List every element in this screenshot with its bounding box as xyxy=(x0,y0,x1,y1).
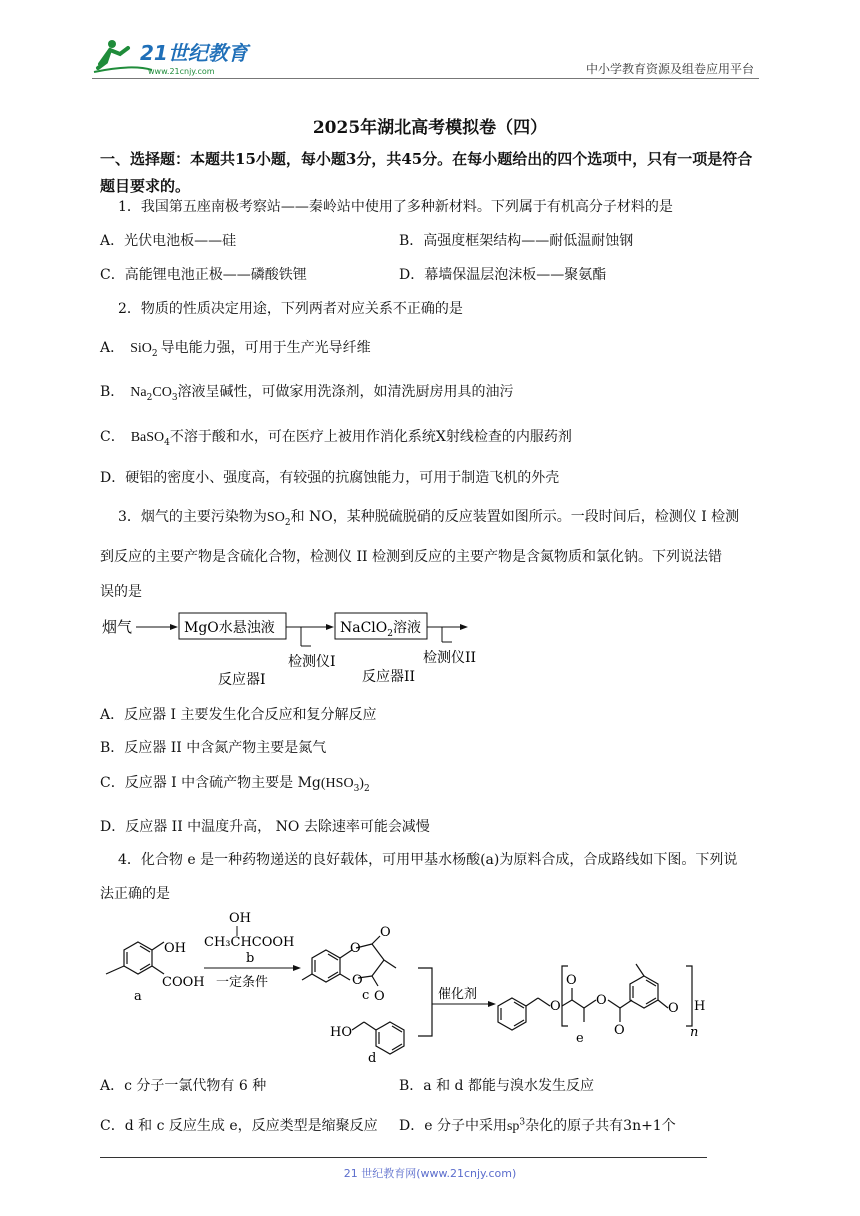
q1-option-d: D．幕墙保温层泡沫板——聚氨酯 xyxy=(399,267,607,283)
reagent-b-formula: CH₃CHCOOH xyxy=(204,935,295,950)
q3-reactor-diagram xyxy=(96,606,496,692)
q3-stem-a: 3．烟气的主要污染物为 xyxy=(118,509,267,525)
q3-option-a: A．反应器 I 主要发生化合反应和复分解反应 xyxy=(100,707,377,723)
reagent-b-label: b xyxy=(246,951,255,966)
q2-b-text: 溶液呈碱性，可做家用洗涤剂，如清洗厨房用具的油污 xyxy=(177,384,514,400)
q2-c-prefix: C． xyxy=(100,429,125,445)
q2-a-sub: 2 xyxy=(151,348,158,359)
footer-divider xyxy=(100,1157,707,1158)
q1-stem: 1．我国第五座南极考察站——秦岭站中使用了多种新材料。下列属于有机高分子材料的是 xyxy=(118,199,673,215)
compound-a-cooh: COOH xyxy=(162,975,205,990)
site-logo xyxy=(92,34,262,78)
reactor1-label: MgO水悬浊液 xyxy=(184,620,275,636)
compound-d-structure xyxy=(352,1022,404,1054)
reactor2-caption: 反应器II xyxy=(362,669,416,685)
compound-c-o2: O xyxy=(380,925,391,940)
compound-c-o4: O xyxy=(374,989,385,1004)
header-divider xyxy=(92,78,759,79)
exam-title: 2025年湖北高考模拟卷（四） xyxy=(312,118,548,138)
q4-option-d xyxy=(399,1115,676,1135)
detector2-label: 检测仪II xyxy=(423,650,477,666)
q3-stem-line3: 误的是 xyxy=(100,584,142,600)
compound-e-o1: O xyxy=(550,999,561,1014)
q3-option-d: D．反应器 II 中温度升高， NO 去除速率可能会减慢 xyxy=(100,819,430,835)
reactor1-caption: 反应器I xyxy=(218,672,266,688)
compound-e-o2: O xyxy=(566,973,577,988)
q4-d-text: D．e 分子中采用 xyxy=(399,1118,507,1134)
q1-option-a: A．光伏电池板——硅 xyxy=(100,233,237,249)
q4-option-b: B．a 和 d 都能与溴水发生反应 xyxy=(399,1078,594,1094)
compound-c-label: c xyxy=(362,988,370,1003)
compound-e-n: n xyxy=(690,1025,699,1040)
q4-option-a: A．c 分子一氯代物有 6 种 xyxy=(100,1078,267,1094)
q3-c-sub3: 3 xyxy=(353,783,360,794)
q2-option-b xyxy=(100,381,514,403)
section-heading: 一、选择题：本题共15小题，每小题3分，共45分。在每小题给出的四个选项中，只有一项是符合题目要求的。 xyxy=(100,150,753,195)
q2-b-sub2: 3 xyxy=(171,392,178,403)
reactor2-sub: 2 xyxy=(387,629,393,639)
q3-option-c xyxy=(100,772,370,794)
q2-option-a xyxy=(100,337,371,359)
compound-a-structure xyxy=(106,942,164,974)
header-platform-text: 中小学教育资源及组卷应用平台 xyxy=(585,62,754,76)
q2-a-text: 导电能力强，可用于生产光导纤维 xyxy=(160,340,371,356)
q4-stem-line1: 4．化合物 e 是一种药物递送的良好载体，可用甲基水杨酸(a)为原料合成，合成路线如下图。下列说 xyxy=(118,852,738,868)
q2-b-chem2: CO xyxy=(152,385,172,400)
q3-stem-line2: 到反应的主要产物是含硫化合物，检测仪 II 检测到反应的主要产物是含氮物质和氯化钠。下列说法错 xyxy=(100,549,722,565)
q3-so2-sub: 2 xyxy=(284,517,291,528)
compound-d-ho: HO xyxy=(330,1025,352,1040)
q2-b-sub1: 2 xyxy=(146,392,153,403)
reagent-b-oh: OH xyxy=(229,911,251,926)
compound-a-label: a xyxy=(134,989,142,1004)
compound-c-o1: O xyxy=(350,941,361,956)
logo-url: www.21cnjy.com xyxy=(148,67,215,76)
compound-e-label: e xyxy=(576,1031,584,1046)
footer-text[interactable]: 21 世纪教育网(www.21cnjy.com) xyxy=(343,1167,517,1180)
q4-d-rest: 杂化的原子共有3n+1个 xyxy=(525,1118,676,1134)
detector1-label: 检测仪I xyxy=(288,654,336,670)
q4-stem-line2: 法正确的是 xyxy=(100,886,170,902)
compound-e-o5: O xyxy=(668,1001,679,1016)
compound-e-o3: O xyxy=(596,993,607,1008)
compound-e-o4: O xyxy=(614,1023,625,1038)
compound-c-structure xyxy=(302,936,396,986)
q1-option-c: C．高能锂电池正极——磷酸铁锂 xyxy=(100,267,307,283)
q2-option-d: D．硬铝的密度小、强度高，有较强的抗腐蚀能力，可用于制造飞机的外壳 xyxy=(100,470,560,486)
reactor2-chem: NaClO xyxy=(340,620,388,636)
q3-c-paren: (HSO xyxy=(320,776,354,791)
reaction-condition: 一定条件 xyxy=(216,975,269,990)
q3-c-close: ) xyxy=(359,776,364,791)
compound-a-oh: OH xyxy=(164,941,186,956)
q4-d-sup: 3 xyxy=(519,1117,526,1128)
catalyst-label: 催化剂 xyxy=(438,987,478,1002)
q2-a-prefix: A． xyxy=(100,340,125,356)
compound-e-h: H xyxy=(694,999,706,1014)
compound-c-o3: O xyxy=(352,973,363,988)
diagram-flue-gas-label: 烟气 xyxy=(102,618,133,636)
q3-c-sub2: 2 xyxy=(363,783,370,794)
q3-c-text: C．反应器 I 中含硫产物主要是 Mg xyxy=(100,775,321,791)
q2-c-chem: BaSO xyxy=(130,430,165,445)
q3-stem-b: 和 NO，某种脱硫脱硝的反应装置如图所示。一段时间后，检测仪 I 检测 xyxy=(290,509,740,525)
compound-e-structure xyxy=(498,964,692,1030)
q2-a-chem: SiO xyxy=(130,341,152,356)
q2-option-c xyxy=(100,426,572,448)
q2-b-prefix: B． xyxy=(100,384,125,400)
q2-stem: 2．物质的性质决定用途，下列两者对应关系不正确的是 xyxy=(118,301,463,317)
q4-synthesis-scheme xyxy=(96,904,716,1064)
q2-c-sub: 4 xyxy=(164,437,170,448)
q2-b-chem1: Na xyxy=(130,385,147,400)
q3-so2: SO xyxy=(266,510,285,525)
compound-d-label: d xyxy=(368,1051,377,1064)
q3-option-b: B．反应器 II 中含氮产物主要是氮气 xyxy=(100,740,327,756)
q2-c-text: 不溶于酸和水，可在医疗上被用作消化系统X射线检查的内服药剂 xyxy=(169,429,572,445)
q4-option-c: C．d 和 c 反应生成 e，反应类型是缩聚反应 xyxy=(100,1118,378,1134)
q4-d-sp: sp xyxy=(506,1119,520,1134)
q3-stem-line1 xyxy=(118,506,739,528)
q1-option-b: B．高强度框架结构——耐低温耐蚀钢 xyxy=(399,233,634,249)
logo-text: 21世纪教育 xyxy=(140,41,248,65)
reactor2-suffix: 溶液 xyxy=(393,620,421,636)
